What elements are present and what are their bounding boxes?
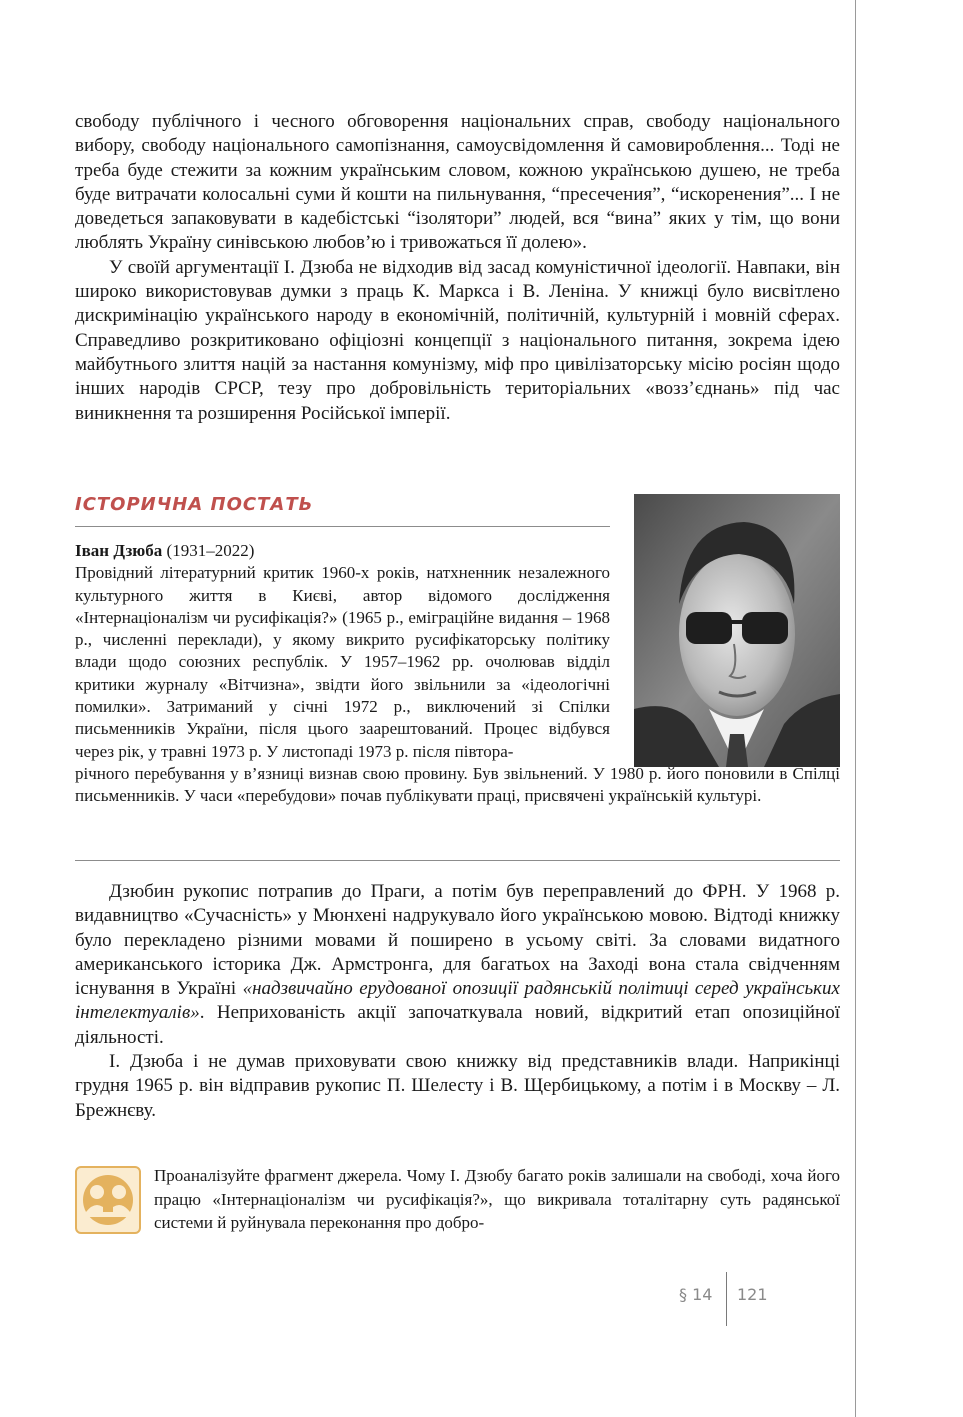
bio-text-wide: річного перебування у в’язниці визнав свою провину. Був звільнений. У 1980 р. його поновили в Спілці письменників. У часи «перебудови» почав публікувати праці, присвячені українській культурі. [75,763,840,806]
paragraph-authorities: І. Дзюба і не думав приховувати свою книжку від представників влади. Наприкінці грудня 1965 р. він відправив рукопис П. Шелесту і В. Щербицькому, а потім і в Москву – Л. Брежнєву. [75,1051,840,1121]
biography-rule [75,860,840,861]
heading-rule [75,526,610,527]
discussion-icon [75,1166,141,1234]
armstrong-quote: «надзвичайно ерудованої опозиції радянській політиці серед українських інтелектуалів» [75,978,840,1024]
bio-title [75,540,610,562]
task-text: Проаналізуйте фрагмент джерела. Чому І. Дзюбу багато років залишали на свободі, хоча його працю «Інтернаціоналізм чи русифікація?», що викривала тоталітарну суть радянської системи й руйнувала переконання про добро- [154,1166,840,1232]
footer-separator [726,1272,727,1326]
paragraph-argumentation: У своїй аргументації І. Дзюба не відходив від засад комуністичної ідеології. Навпаки, він широко використовував думки з праць К. Маркса і В. Леніна. У книжці було висвітлено дискримінацію українського народу в економічній, політичній, культурній і мовній сферах. Справедливо розкритиковано офіціозні концепції з національного питання, зокрема ідею майбутнього злиття націй за настання комунізму, міф про цивілізаторську місію росіян щодо інших народів СРСР, тезу про добровільність територіальних «возз’єднань» під час виникнення та розширення Російської імперії. [75,256,840,424]
page-number: 121 [737,1285,768,1304]
person-years: (1931–2022) [162,541,255,560]
paragraph-quote-end: свободу публічного і чесного обговорення національних справ, свободу національного вибору, свободу національного самопізнання, самоусвідомлення й самовироблення... Тоді не треба буде стежити за кожним українським словом, кожною українською душею, не треба буде витрачати колосальні суми й кошти на пильнування, “пресечения”, “искоренения”... І не доведеться запаковувати в кадебістські “ізолятори” людей, вся “вина” яких у тім, що вони люблять Україну синівською любов’ю і тривожаться її долею». [75,111,840,254]
section-heading: ІСТОРИЧНА ПОСТАТЬ [75,494,314,515]
person-name: Іван Дзюба [75,541,163,560]
section-number: § 14 [679,1285,713,1304]
manuscript-text-end: . Неприхованість акції започаткувала новий, відкритий етап опозиційної діяльності. [75,1002,840,1048]
bio-text-narrow: Провідний літературний критик 1960-х років, натхненник незалежного культурного життя в Києві, автор відомого дослідження «Інтернаціоналізм чи русифікація?» (1965 р., еміграційне видання – 1968 р., численні переклади), у якому викрито русифікаторську політику влади щодо союзних республік. У 1957–1962 рр. очолював відділ критики журналу «Вітчизна», звідти його звільнили за «ідеологічні помилки». Затриманий у січні 1972 р., виключений зі Спілки письменників України, після цього заарештований. Процес відбувся через рік, у травні 1973 р. У листопаді 1973 р. після півтора- [75,563,610,761]
biography-block [75,540,840,808]
text-block-bottom [75,880,840,1123]
right-margin-rule [855,0,856,1417]
text-block-top [75,110,840,426]
manuscript-text-start: Дзюбин рукопис потрапив до Праги, а потім був переправлений до ФРН. У 1968 р. видавництво «Сучасність» у Мюнхені надрукувало його українською мовою. Відтоді книжку було перекладено різними мовами й поширено в усьому світі. За словами видатного американського історика Дж. Армстронга, для багатьох на Заході вона стала свідченням існування в Україні [75,881,840,1000]
paragraph-manuscript [75,880,840,1050]
